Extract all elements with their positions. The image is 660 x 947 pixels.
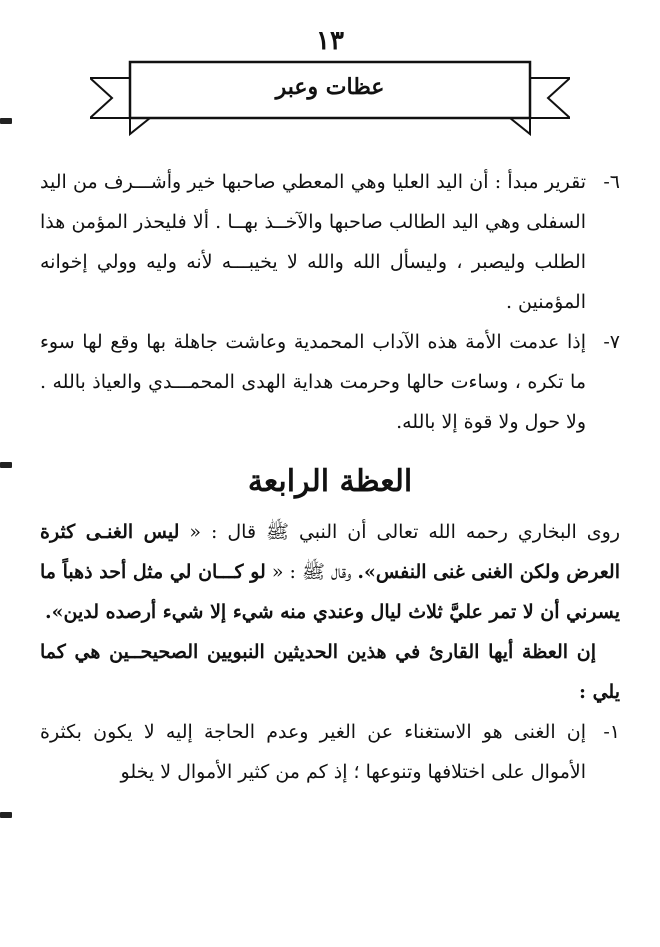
- hadith-quote: لو كـــان لي مثل أحد ذهباً ما يسرني أن لا تمر عليَّ ثلاث ليال وعندي منه شيء إلا شيء أرصده لدين».: [40, 561, 620, 623]
- lesson-intro: إن العظة أيها القارئ في هذين الحديثين النبويين الصحيحــين هي كما يلي :: [40, 641, 620, 703]
- page-number: ١٣: [316, 26, 344, 56]
- page-body: [40, 162, 620, 792]
- margin-mark: [0, 462, 12, 468]
- list-item-text: إن الغنى هو الاستغناء عن الغير وعدم الحاجة إليه لا يكون بكثرة الأموال على اختلافها وتنوعها ؛ إذ كم من كثير الأموال لا يخلو: [40, 721, 586, 783]
- list-item: [40, 712, 620, 792]
- margin-mark: [0, 812, 12, 818]
- list-item: [40, 322, 620, 442]
- list-item: [40, 162, 620, 322]
- hadith-paragraph: [40, 512, 620, 632]
- list-item-number: ٧-: [603, 331, 620, 353]
- list-item-number: ٦-: [603, 171, 620, 193]
- list-item-text: تقرير مبدأ : أن اليد العليا وهي المعطي صاحبها خير وأشـــرف من اليد السفلى وهي اليد الطالب صاحبها والآخــذ بهــا . ألا فليحذر المؤمن هذا الطلب وليصبر ، وليسأل الله والله لا يخيبـــه لأنه وليه وولي إخوانه المؤمنين .: [40, 171, 586, 313]
- margin-mark: [0, 118, 12, 124]
- list-item-text: إذا عدمت الأمة هذه الآداب المحمدية وعاشت جاهلة بها وقع لها سوء ما تكره ، وساءت حالها وحرمت هداية الهدى المحمـــدي والعياذ بالله . ولا حول ولا قوة إلا بالله.: [40, 331, 586, 433]
- section-heading: العظة الرابعة: [247, 464, 413, 499]
- chapter-banner: [90, 58, 570, 144]
- paragraph-text: وقال ﷺ : «: [265, 561, 358, 583]
- paragraph-text: روى البخاري رحمه الله تعالى أن النبي ﷺ قال : «: [179, 521, 621, 543]
- hadith-quote: ليس الغنـى كثرة العرض ولكن الغنى غنى النفس».: [40, 521, 620, 583]
- list-item-number: ١-: [603, 721, 620, 743]
- banner-ribbon-graphic: [90, 58, 570, 144]
- banner-title: عظات وعبر: [275, 74, 385, 100]
